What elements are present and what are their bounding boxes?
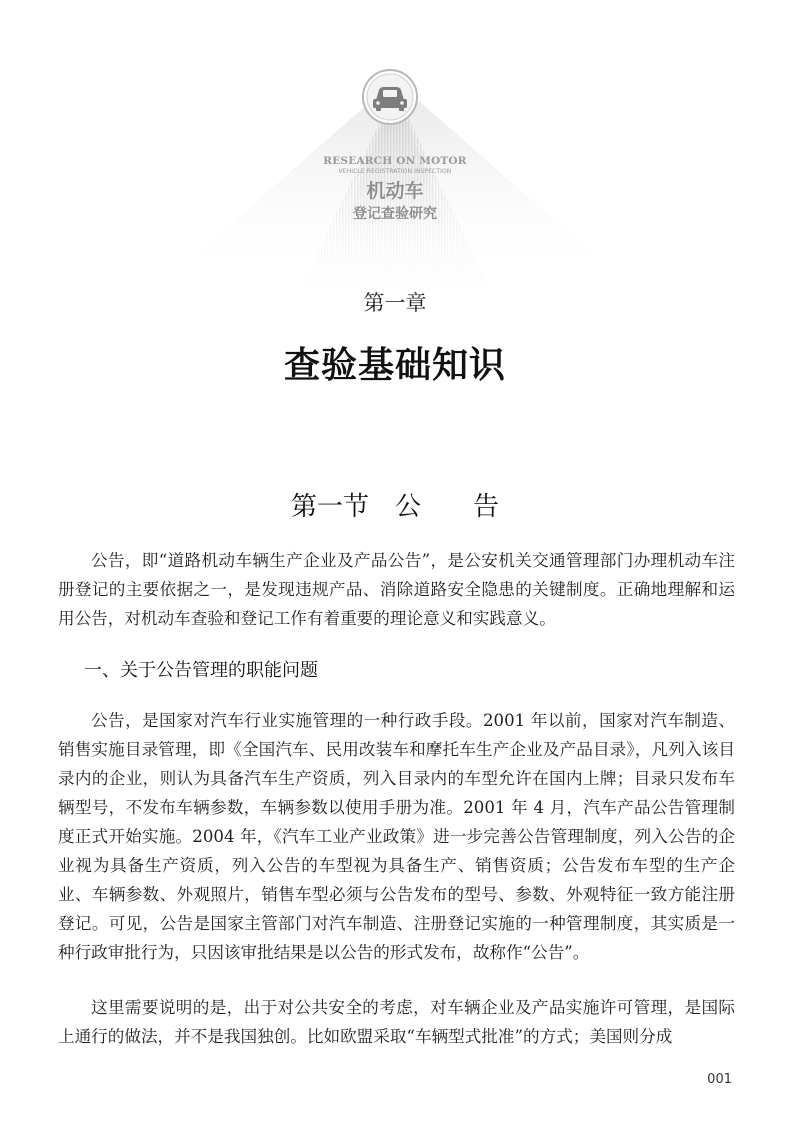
emblem-english-title: RESEARCH ON MOTOR <box>323 155 467 167</box>
chapter-label: 第一章 <box>363 291 427 315</box>
emblem-english-subtitle: VEHICLE REGISTRATION INSPECTION <box>338 168 452 175</box>
page-number: 001 <box>707 1072 732 1087</box>
emblem-chinese-subtitle: 登记查验研究 <box>353 206 437 222</box>
emblem-chinese-title: 机动车 <box>366 180 424 202</box>
section-title-char-1: 公 <box>394 492 421 522</box>
section-number: 第一节 <box>290 492 369 522</box>
chapter-title: 查验基础知识 <box>283 344 506 386</box>
body-paragraph-1: 公告，是国家对汽车行业实施管理的一种行政手段。2001 年以前，国家对汽车制造、销售实施目录管理，即《全国汽车、民用改装车和摩托车生产企业及产品目录》，凡列入该目录内的企业，则认为具备汽车生产资质，列入目录内的车型允许在国内上牌；目录只发布车辆型号，不发布车辆参数，车辆参数以使用手册为准。2001 年 4 月，汽车产品公告管理制度正式开始实施。2004 年，《汽车工业产业政策》进一步完善公告管理制度，列入公告的企业视为具备生产资质，列入公告的车型视为具备生产、销售资质；公告发布车型的生产企业、车辆参数、外观照片，销售车型必须与公告发布的型号、参数、外观特征一致方能注册登记。可见，公告是国家主管部门对汽车制造、注册登记实施的一种管理制度，其实质是一种行政审批行为，只因该审批结果是以公告的形式发布，故称作“公告”。 <box>58 711 735 962</box>
body-paragraph-2: 这里需要说明的是，出于对公共安全的考虑，对车辆企业及产品实施许可管理，是国际上通行的做法，并不是我国独创。比如欧盟采取“车辆型式批准”的方式；美国则分成 <box>58 998 735 1046</box>
series-emblem <box>0 60 790 300</box>
section-title <box>0 486 790 523</box>
section-title-char-2: 告 <box>473 492 500 522</box>
intro-paragraph: 公告，即“道路机动车辆生产企业及产品公告”，是公安机关交通管理部门办理机动车注册登记的主要依据之一，是发现违规产品、消除道路安全隐患的关键制度。正确地理解和运用公告，对机动车查验和登记工作有着重要的理论意义和实践意义。 <box>58 551 735 628</box>
subsection-heading: 一、关于公告管理的职能问题 <box>84 660 318 681</box>
